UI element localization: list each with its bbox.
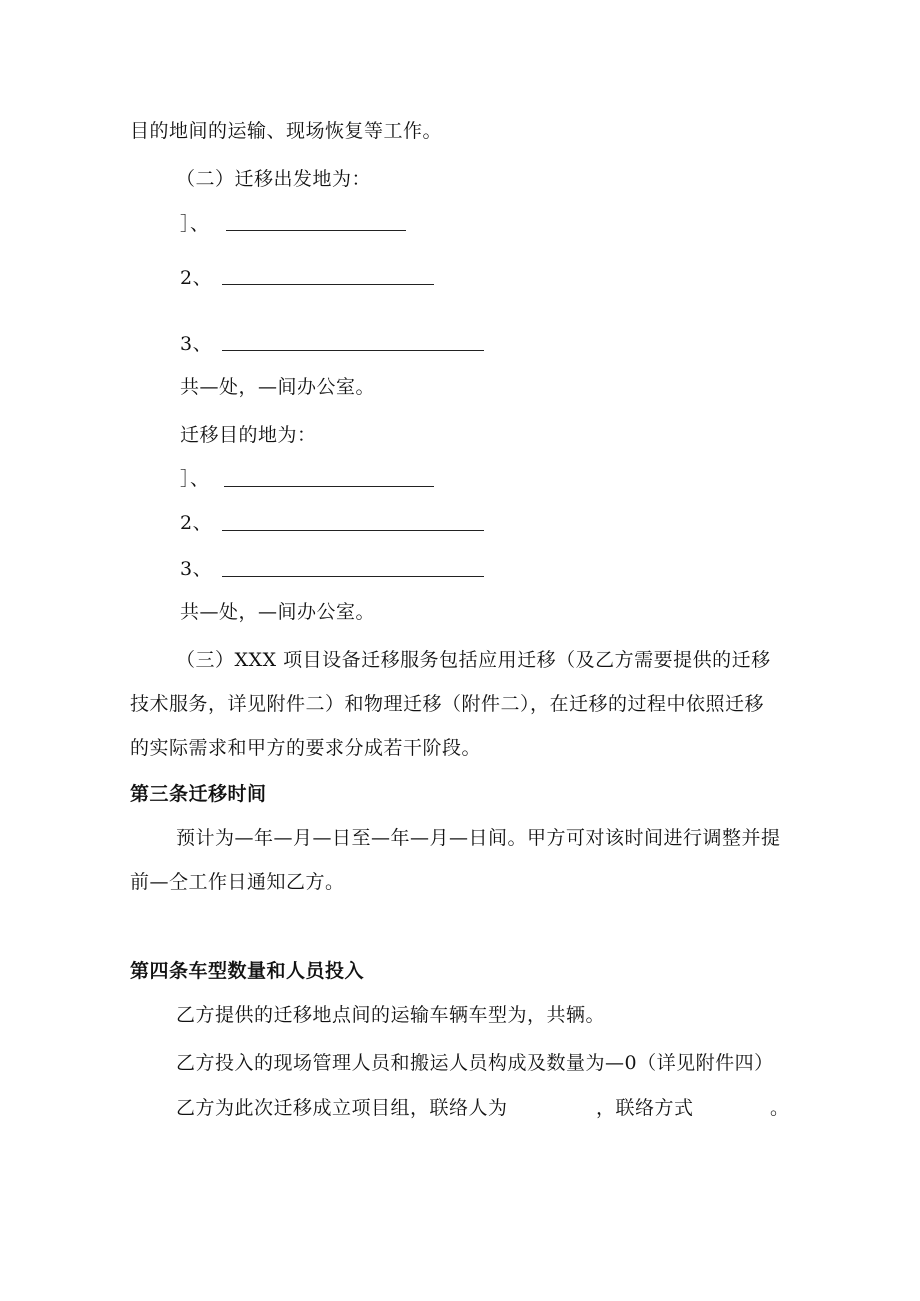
origin-item-2-blank	[222, 284, 434, 285]
origin-item-1-label: ］、	[180, 213, 210, 235]
article4-title: 第四条车型数量和人员投入	[130, 960, 365, 982]
origin-item-3-label: 3、	[180, 333, 213, 355]
continuation-text: 目的地间的运输、现场恢复等工作。	[130, 120, 443, 142]
article4-line-2: 乙方投入的现场管理人员和搬运人员构成及数量为—0（详见附件四）	[176, 1052, 774, 1074]
origin-item-2-label: 2、	[180, 267, 213, 289]
article4-line-3-b: ，联络方式	[596, 1097, 694, 1119]
article3-line-1: 预计为—年—月—日至—年—月—日间。甲方可对该时间进行调整并提	[176, 827, 781, 849]
article4-line-1: 乙方提供的迁移地点间的运输车辆车型为，共辆。	[176, 1004, 606, 1026]
destination-item-2-label: 2、	[180, 512, 213, 534]
section3-line-3: 的实际需求和甲方的要求分成若干阶段。	[130, 737, 482, 759]
destination-heading: 迁移目的地为：	[180, 424, 317, 446]
origin-summary: 共—处，—间办公室。	[180, 376, 376, 398]
destination-item-3-blank	[222, 576, 484, 577]
article4-line-3-a: 乙方为此次迁移成立项目组，联络人为	[176, 1097, 508, 1119]
origin-item-1-blank	[226, 230, 406, 231]
destination-item-1-blank	[224, 486, 434, 487]
destination-summary: 共—处，—间办公室。	[180, 601, 376, 623]
origin-heading: （二）迁移出发地为：	[176, 168, 372, 190]
article3-line-2: 前—仝工作日通知乙方。	[130, 871, 345, 893]
destination-item-3-label: 3、	[180, 558, 213, 580]
destination-item-2-blank	[222, 530, 484, 531]
destination-item-1-label: ］、	[180, 468, 210, 490]
section3-line-1: （三）XXX 项目设备迁移服务包括应用迁移（及乙方需要提供的迁移	[176, 649, 771, 671]
section3-line-2: 技术服务，详见附件二）和物理迁移（附件二），在迁移的过程中依照迁移	[130, 693, 765, 715]
article3-title: 第三条迁移时间	[130, 783, 267, 805]
article4-line-3-c: 。	[770, 1097, 790, 1119]
origin-item-3-blank	[222, 350, 484, 351]
